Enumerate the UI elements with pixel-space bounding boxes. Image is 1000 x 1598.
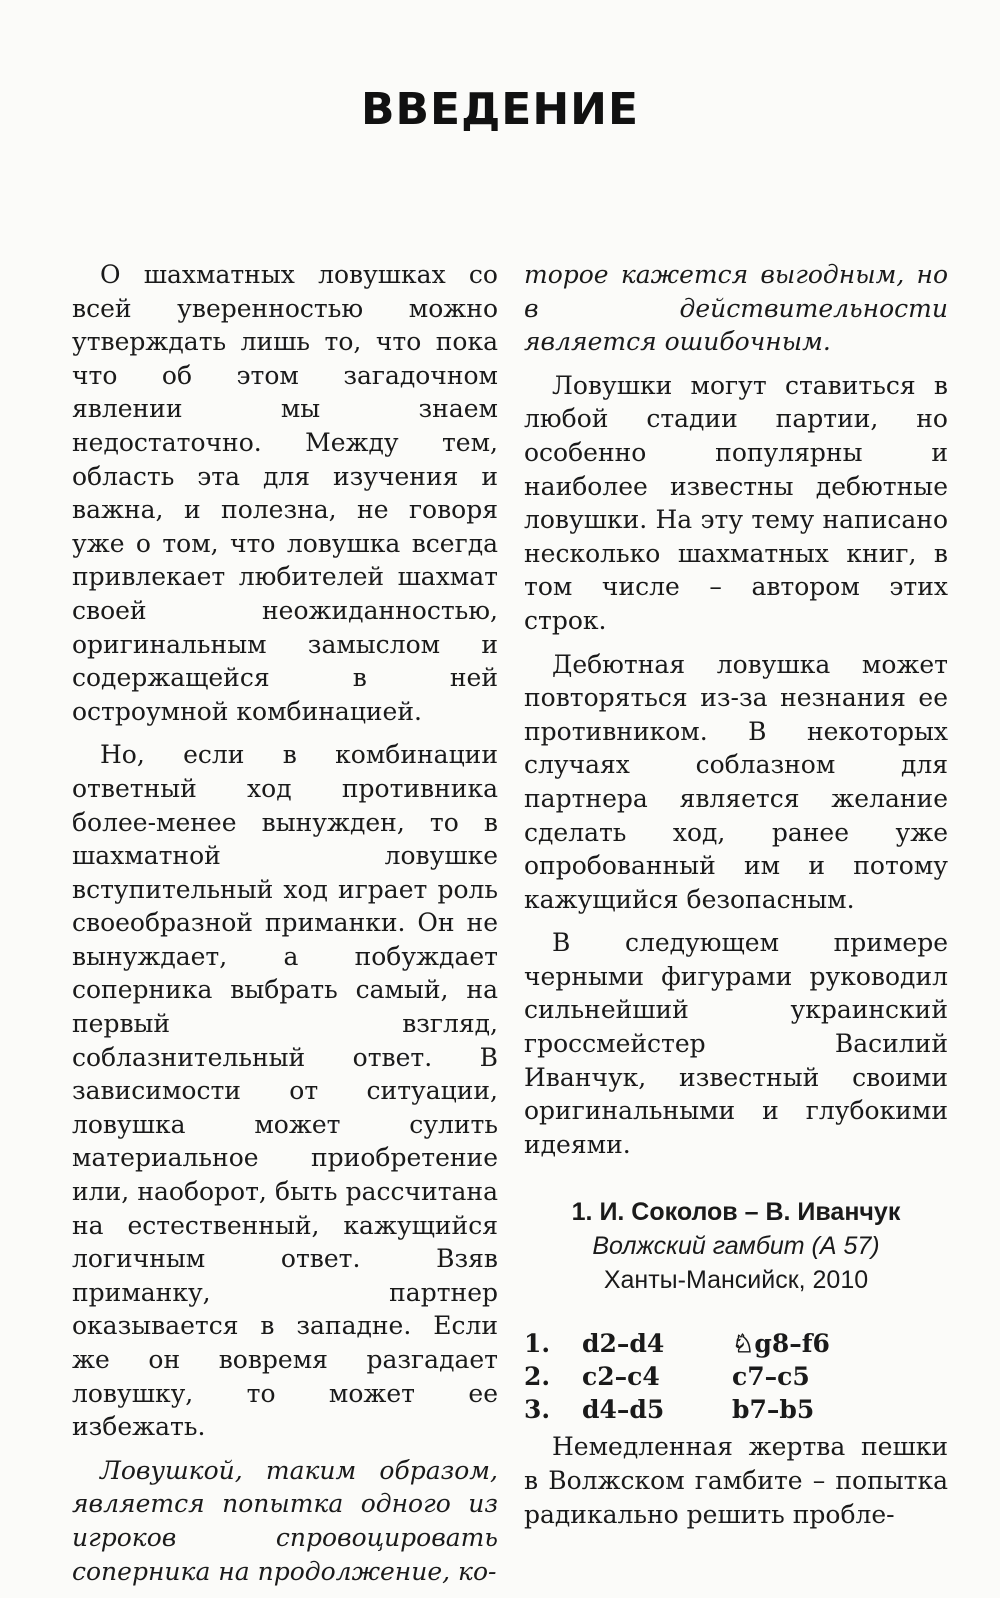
white-move: d2–d4 xyxy=(582,1329,665,1359)
move-row xyxy=(524,1393,948,1426)
paragraph-italic: Ловушкой, таким образом, является попытка одного из игроков спровоцировать соперника на продолжение, ко- xyxy=(72,1455,498,1586)
game-header xyxy=(524,1195,948,1297)
white-move: c2–c4 xyxy=(582,1362,660,1392)
move-number: 1. xyxy=(524,1329,551,1359)
move-row xyxy=(524,1327,948,1360)
paragraph: Дебютная ловушка может повторяться из-за незнания ее противником. В некоторых случаях соблазном для партнера является желание сделать ход, ранее уже опробованный им и потому кажущийся безопасным. xyxy=(524,649,948,914)
game-opening: Волжский гамбит (А 57) xyxy=(592,1232,880,1261)
page-title: ВВЕДЕНИЕ xyxy=(360,84,640,135)
game-place: Ханты-Мансийск, 2010 xyxy=(603,1266,869,1295)
move-number: 2. xyxy=(524,1362,551,1392)
paragraph: О шахматных ловушках со всей уверенностью можно утверждать лишь то, что пока что об этом загадочном явлении мы знаем недостаточно. Между тем, область эта для изучения и важна, и полезна, не говоря уже о том, что ловушка всегда привлекает любителей шахмат своей неожиданностью, оригинальным замыслом и содержащейся в ней остроумной комбинацией. xyxy=(72,260,498,726)
black-move: ♘g8–f6 xyxy=(732,1329,830,1359)
paragraph: Немедленная жертва пешки в Волжском гамбите – попытка радикально решить пробле- xyxy=(524,1432,948,1529)
white-move: d4–d5 xyxy=(582,1395,665,1425)
left-column xyxy=(72,258,498,1598)
paragraph-italic-continued: торое кажется выгодным, но в действительности является ошибочным. xyxy=(524,260,948,357)
black-move: b7–b5 xyxy=(732,1395,815,1425)
move-row xyxy=(524,1360,948,1393)
paragraph: В следующем примере черными фигурами руководил сильнейший украинский гроссмейстер Василий Иванчук, известный своими оригинальными и глубокими идеями. xyxy=(524,928,948,1159)
paragraph: Ловушки могут ставиться в любой стадии партии, но особенно популярны и наиболее известны дебютные ловушки. На эту тему написано несколько шахматных книг, в том числе – автором этих строк. xyxy=(524,370,948,635)
right-column xyxy=(524,258,948,1541)
move-list xyxy=(524,1327,948,1426)
paragraph: Но, если в комбинации ответный ход противника более-менее вынужден, то в шахматной ловушке вступительный ход играет роль своеобразной приманки. Он не вынуждает, а побуждает соперника выбрать самый, на первый взгляд, соблазнительный ответ. В зависимости от ситуации, ловушка может сулить материальное приобретение или, наоборот, быть рассчитана на естественный, кажущийся логичным ответ. Взяв приманку, партнер оказывается в западне. Если же он вовремя разгадает ловушку, то может ее избежать. xyxy=(72,740,498,1442)
move-number: 3. xyxy=(524,1395,551,1425)
black-move: c7–c5 xyxy=(732,1362,810,1392)
game-players: 1. И. Соколов – В. Иванчук xyxy=(571,1198,901,1227)
